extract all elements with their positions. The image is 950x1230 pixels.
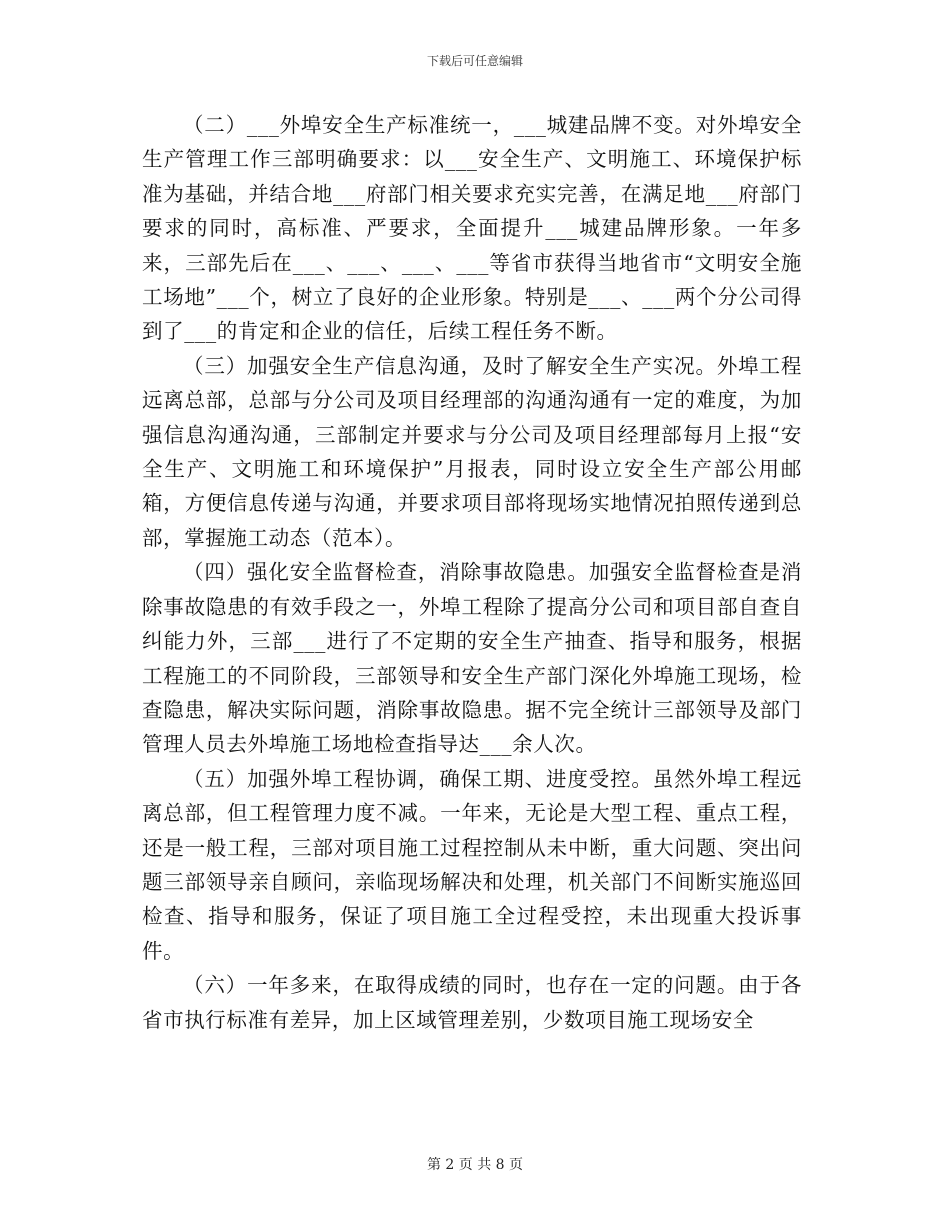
page-footer: 第 2 页 共 8 页 [426,1157,524,1173]
paragraph-4: （四）强化安全监督检查，消除事故隐患。加强安全监督检查是消除事故隐患的有效手段之一，外埠工程除了提高分公司和项目部自查自纠能力外，三部___进行了不定期的安全生产抽查、指导和服务，根据工程施工的不同阶段，三部领导和安全生产部门深化外埠施工现场，检查隐患，解决实际问题，消除事故隐患。据不完全统计三部领导及部门管理人员去外埠施工场地检查指导达___余人次。 [142,560,802,757]
paragraph-6: （六）一年多来，在取得成绩的同时，也存在一定的问题。由于各省市执行标准有差异，加上区域管理差别，少数项目施工现场安全 [142,973,802,1032]
paragraph-3: （三）加强安全生产信息沟通，及时了解安全生产实况。外埠工程远离总部，总部与分公司及项目经理部的沟通沟通有一定的难度，为加强信息沟通沟通，三部制定并要求与分公司及项目经理部每月上报“安全生产、文明施工和环境保护”月报表，同时设立安全生产部公用邮箱，方便信息传递与沟通，并要求项目部将现场实地情况拍照传递到总部，掌握施工动态（范本）。 [142,353,802,550]
page-header: 下载后可任意编辑 [426,54,523,68]
paragraph-2: （二）___外埠安全生产标准统一，___城建品牌不变。对外埠安全生产管理工作三部明确要求：以___安全生产、文明施工、环境保护标准为基础，并结合地___府部门相关要求充实完善，在满足地___府部门要求的同时，高标准、严要求，全面提升___城建品牌形象。一年多来，三部先后在___、___、___、___等省市获得当地省市“文明安全施工场地”___个，树立了良好的企业形象。特别是___、___两个分公司得到了___的肯定和企业的信任，后续工程任务不断。 [142,113,802,344]
paragraph-5: （五）加强外埠工程协调，确保工期、进度受控。虽然外埠工程远离总部，但工程管理力度不减。一年来，无论是大型工程、重点工程，还是一般工程，三部对项目施工过程控制从未中断，重大问题、突出问题三部领导亲自顾问，亲临现场解决和处理，机关部门不间断实施巡回检查、指导和服务，保证了项目施工全过程受控，未出现重大投诉事件。 [142,766,802,963]
document-body [142,108,802,1037]
